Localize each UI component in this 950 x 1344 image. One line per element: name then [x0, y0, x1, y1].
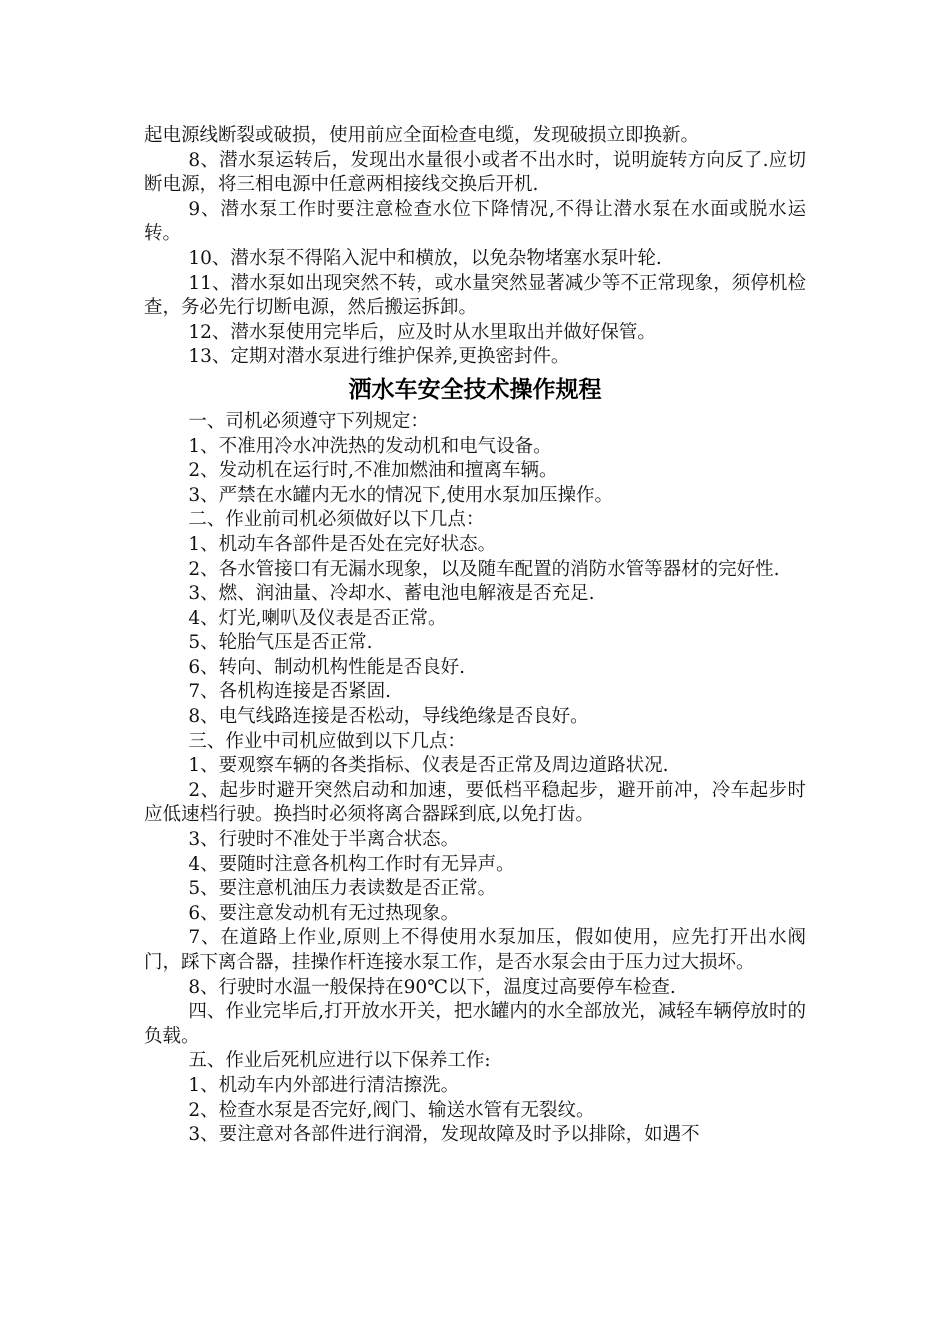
- post-paragraph: 4、要随时注意各机构工作时有无异声。: [188, 853, 515, 875]
- pre-paragraph: 11、潜水泵如出现突然不转，或水量突然显著减少等不正常现象，须停机检查，务必先行切断电源，然后搬运拆卸。: [144, 272, 806, 319]
- post-paragraph: 2、起步时避开突然启动和加速，要低档平稳起步，避开前冲，冷车起步时应低速档行驶。换挡时必须将离合器踩到底,以免打齿。: [144, 779, 806, 826]
- post-paragraph: 6、要注意发动机有无过热现象。: [188, 902, 460, 924]
- post-paragraph: 3、严禁在水罐内无水的情况下,使用水泵加压操作。: [188, 484, 614, 506]
- post-paragraph: 7、在道路上作业,原则上不得使用水泵加压，假如使用，应先打开出水阀门，踩下离合器，挂操作杆连接水泵工作，是否水泵会由于压力过大损坏。: [144, 927, 806, 973]
- post-paragraph: 1、机动车内外部进行清洁擦洗。: [188, 1074, 460, 1096]
- post-section: [144, 410, 806, 1148]
- pre-paragraph: 9、潜水泵工作时要注意检查水位下降情况,不得让潜水泵在水面或脱水运转。: [144, 198, 806, 245]
- post-paragraph: 2、各水管接口有无漏水现象，以及随车配置的消防水管等器材的完好性.: [188, 558, 780, 580]
- pre-paragraph: 起电源线断裂或破损，使用前应全面检查电缆，发现破损立即换新。: [144, 125, 700, 146]
- post-paragraph: 四、作业完毕后,打开放水开关，把水罐内的水全部放光，减轻车辆停放时的负载。: [144, 1001, 806, 1047]
- pre-section: [144, 124, 806, 370]
- post-paragraph: 5、轮胎气压是否正常.: [188, 632, 373, 654]
- post-paragraph: 1、要观察车辆的各类指标、仪表是否正常及周边道路状况.: [188, 755, 669, 777]
- section-heading: 洒水车安全技术操作规程: [348, 375, 602, 403]
- post-paragraph: 3、要注意对各部件进行润滑，发现故障及时予以排除，如遇不: [188, 1124, 700, 1146]
- pre-paragraph: 8、潜水泵运转后，发现出水量很小或者不出水时，说明旋转方向反了.应切断电源，将三相电源中任意两相接线交换后开机.: [144, 149, 806, 196]
- pre-paragraph: 10、潜水泵不得陷入泥中和横放，以免杂物堵塞水泵叶轮.: [188, 247, 662, 269]
- post-paragraph: 3、行驶时不准处于半离合状态。: [188, 829, 460, 851]
- post-paragraph: 7、各机构连接是否紧固.: [188, 681, 392, 703]
- post-paragraph: 4、灯光,喇叭及仪表是否正常。: [188, 607, 447, 629]
- post-paragraph: 3、燃、润油量、冷却水、蓄电池电解液是否充足.: [188, 583, 595, 605]
- post-paragraph: 一、司机必须遵守下列规定：: [188, 410, 429, 432]
- pre-paragraph: 12、潜水泵使用完毕后，应及时从水里取出并做好保管。: [188, 321, 656, 343]
- pre-paragraph: 13、定期对潜水泵进行维护保养,更换密封件。: [188, 346, 570, 368]
- post-paragraph: 五、作业后死机应进行以下保养工作:: [188, 1050, 491, 1072]
- document-body: [144, 124, 806, 1148]
- post-paragraph: 1、不准用冷水冲洗热的发动机和电气设备。: [188, 435, 552, 457]
- post-paragraph: 1、机动车各部件是否处在完好状态。: [188, 533, 497, 555]
- post-paragraph: 8、电气线路连接是否松动，导线绝缘是否良好。: [188, 706, 589, 728]
- post-paragraph: 2、发动机在运行时,不准加燃油和擅离车辆。: [188, 460, 558, 482]
- post-paragraph: 二、作业前司机必须做好以下几点：: [188, 509, 485, 531]
- post-paragraph: 5、要注意机油压力表读数是否正常。: [188, 878, 497, 900]
- post-paragraph: 6、转向、制动机构性能是否良好.: [188, 656, 466, 678]
- post-paragraph: 8、行驶时水温一般保持在90℃以下，温度过高要停车检查.: [188, 976, 676, 998]
- post-paragraph: 2、检查水泵是否完好,阀门、输送水管有无裂纹。: [188, 1099, 595, 1121]
- post-paragraph: 三、作业中司机应做到以下几点：: [188, 730, 466, 752]
